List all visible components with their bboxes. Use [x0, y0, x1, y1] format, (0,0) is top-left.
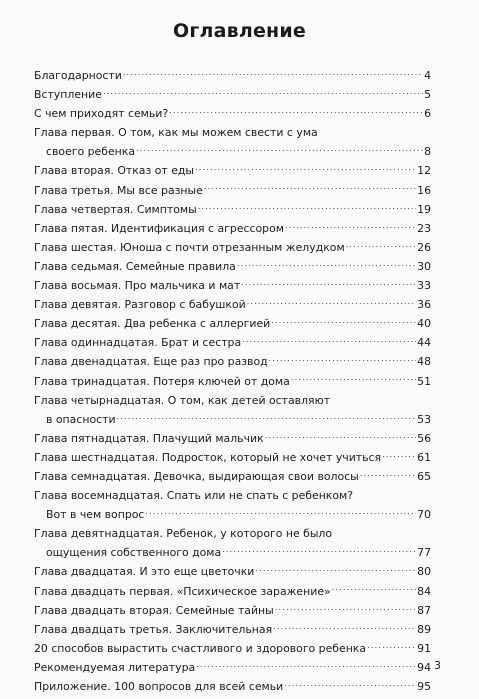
toc-entry-page: 65	[417, 469, 431, 483]
toc-entry	[34, 391, 431, 429]
dot-leader	[346, 240, 416, 251]
toc-entry-title-line: Глава четвертая. Симптомы	[34, 202, 197, 216]
toc-entry	[34, 66, 431, 85]
toc-entry	[34, 524, 431, 562]
dot-leader	[241, 278, 416, 289]
dot-leader	[247, 297, 416, 308]
dot-leader	[265, 431, 416, 442]
toc-entry	[34, 620, 431, 639]
dot-leader	[360, 469, 416, 480]
toc-entry-page: 6	[424, 107, 431, 121]
toc-entry-title-line: Глава седьмая. Семейные правила	[34, 259, 236, 273]
dot-leader	[242, 335, 416, 346]
toc-entry	[34, 276, 431, 295]
dot-leader	[367, 641, 416, 652]
toc-entry-page: 36	[417, 298, 431, 312]
toc-entry-page: 33	[417, 279, 431, 293]
toc-entry	[34, 448, 431, 467]
toc-entry-page: 94	[417, 660, 431, 674]
toc-entry-page: 44	[417, 336, 431, 350]
dot-leader	[285, 221, 416, 232]
toc-entry-title-line: Благодарности	[34, 69, 122, 82]
toc-entry-title-line: Глава девятнадцатая. Ребенок, у которого не было	[34, 527, 333, 541]
toc-entry-page: 16	[417, 183, 431, 197]
dot-leader	[136, 144, 423, 155]
toc-entry-title-line: своего ребенка	[46, 145, 136, 159]
toc-entry	[34, 219, 431, 238]
dot-leader	[103, 87, 423, 98]
toc-entry-title-line: Глава пятнадцатая. Плачущий мальчик	[34, 431, 264, 445]
toc-entry-page: 51	[417, 374, 431, 388]
dot-leader	[275, 603, 416, 614]
toc-entry-title-line: Глава восемнадцатая. Спать или не спать с ребенком?	[34, 489, 354, 503]
dot-leader	[255, 565, 416, 576]
dot-leader	[273, 622, 416, 633]
toc-entry-title-line: Глава девятая. Разговор с бабушкой	[34, 298, 246, 312]
dot-leader	[291, 374, 416, 385]
toc-entry-page: 30	[417, 259, 431, 273]
toc-entry-page: 8	[424, 145, 431, 159]
toc-entry	[34, 601, 431, 620]
dot-leader	[169, 106, 423, 117]
toc-entry	[34, 639, 431, 658]
toc-entry-page: 56	[417, 431, 431, 445]
toc-entry	[34, 161, 431, 180]
toc-entry-title-line: Глава десятая. Два ребенка с аллергией	[34, 317, 271, 331]
toc-entry-page: 40	[417, 317, 431, 331]
toc-entry-page: 61	[417, 450, 431, 464]
toc-entry-title-line: Глава вторая. Отказ от еды	[34, 164, 195, 178]
toc-entry-page: 89	[417, 622, 431, 636]
toc-entry-page: 53	[417, 412, 431, 426]
toc-entry	[34, 372, 431, 391]
toc-entry-page: 77	[417, 546, 431, 560]
toc-entry	[34, 467, 431, 486]
toc-entry-title-line: в опасности	[46, 412, 116, 426]
toc-entry	[34, 314, 431, 333]
toc-entry	[34, 429, 431, 448]
dot-leader	[237, 259, 416, 270]
dot-leader	[117, 412, 417, 423]
toc-entry-title-line: Глава одиннадцатая. Брат и сестра	[34, 336, 242, 350]
toc-entry-title-line: 20 способов вырастить счастливого и здорового ребенка	[34, 641, 367, 655]
dot-leader	[269, 355, 416, 366]
toc-entry-title-line: Глава шестнадцатая. Подросток, который не хочет учиться	[34, 450, 382, 464]
dot-leader	[196, 660, 416, 671]
toc-entry-page: 84	[417, 584, 431, 598]
toc-entry-title-line: С чем приходят семьи?	[34, 107, 169, 121]
toc-entry-page: 87	[417, 603, 431, 617]
toc-entry-title-line: Глава первая. О том, как мы можем свести с ума	[34, 126, 318, 140]
dot-leader	[222, 545, 416, 556]
toc-entry-title-line: Глава третья. Мы все разные	[34, 183, 203, 197]
toc-entry	[34, 677, 431, 696]
toc-entry-title-line: Вот в чем вопрос	[46, 508, 145, 522]
toc-entry-page: 4	[424, 69, 431, 82]
dot-leader	[332, 584, 416, 595]
toc-entry-title-line: Приложение. 100 вопросов для всей семьи	[34, 680, 284, 693]
toc-entry	[34, 181, 431, 200]
dot-leader	[195, 164, 416, 175]
dot-leader	[284, 679, 416, 690]
toc-entry-title-line: Рекомендуемая литература	[34, 660, 196, 674]
toc-entry	[34, 295, 431, 314]
dot-leader	[123, 68, 423, 79]
toc-entry-title-line: Глава двенадцатая. Еще раз про развод	[34, 355, 268, 369]
toc-entry	[34, 104, 431, 123]
toc-entry-page: 91	[417, 641, 431, 655]
toc-entry-title-line: Глава тринадцатая. Потеря ключей от дома	[34, 374, 290, 388]
toc-entry	[34, 582, 431, 601]
toc-entry-title-line: Вступление	[34, 88, 102, 102]
toc-entry-title-line: Глава семнадцатая. Девочка, выдирающая свои волосы	[34, 469, 359, 483]
toc-entry-page: 80	[417, 565, 431, 579]
toc-entry-title-line: Глава двадцать первая. «Психическое заражение»	[34, 584, 331, 598]
dot-leader	[204, 183, 416, 194]
toc-entry-page: 5	[424, 88, 431, 102]
toc-entry-page: 12	[417, 164, 431, 178]
page-number: 3	[434, 659, 441, 672]
toc-entry	[34, 562, 431, 581]
toc-entry-title-line: Глава двадцать третья. Заключительная	[34, 622, 273, 636]
toc-entry-title-line: Глава двадцатая. И это еще цветочки	[34, 565, 255, 579]
table-of-contents	[34, 66, 431, 696]
toc-entry	[34, 123, 431, 161]
toc-entry-title-line: Глава четырнадцатая. О том, как детей оставляют	[34, 393, 331, 407]
dot-leader	[271, 316, 416, 327]
toc-entry-page: 26	[417, 240, 431, 254]
toc-entry	[34, 352, 431, 371]
toc-entry-title-line: Глава двадцать вторая. Семейные тайны	[34, 603, 274, 617]
toc-entry	[34, 486, 431, 524]
toc-entry	[34, 200, 431, 219]
toc-entry	[34, 658, 431, 677]
toc-entry-title-line: Глава восьмая. Про мальчика и мат	[34, 279, 241, 293]
toc-entry-page: 70	[417, 508, 431, 522]
toc-entry-title-line: ощущения собственного дома	[46, 546, 222, 560]
toc-entry-page: 19	[417, 202, 431, 216]
toc-entry	[34, 333, 431, 352]
toc-entry-page: 23	[417, 221, 431, 235]
toc-entry-title-line: Глава шестая. Юноша с почти отрезанным желудком	[34, 240, 345, 254]
toc-entry-page: 95	[417, 680, 431, 693]
toc-entry	[34, 85, 431, 104]
toc-entry	[34, 238, 431, 257]
toc-entry	[34, 257, 431, 276]
page-title: Оглавление	[173, 20, 306, 42]
toc-entry-title-line: Глава пятая. Идентификация с агрессором	[34, 221, 284, 235]
dot-leader	[198, 202, 416, 213]
dot-leader	[382, 450, 416, 461]
dot-leader	[145, 507, 416, 518]
toc-entry-page: 48	[417, 355, 431, 369]
